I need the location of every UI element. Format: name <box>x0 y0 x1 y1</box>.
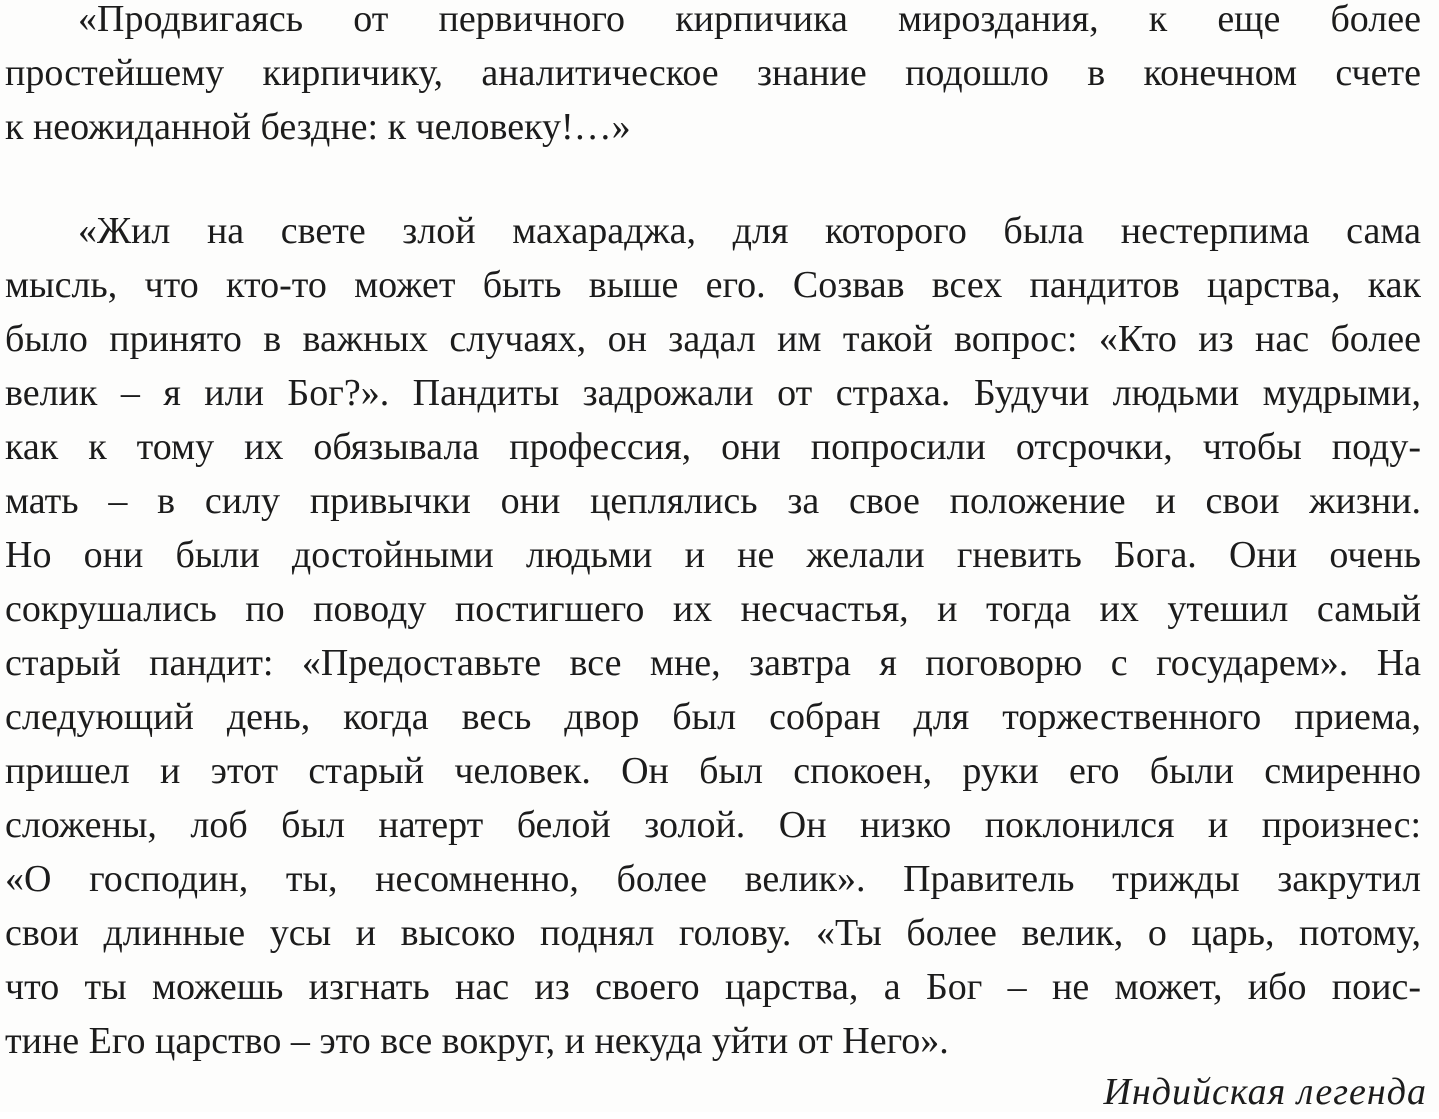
quote-line-1: «Продвигаясь от первичного кирпичика мироздания, к еще более <box>78 0 1421 40</box>
legend-line-10: следующий день, когда весь двор был собран для торжественного приема, <box>5 696 1421 738</box>
legend-line-4: велик – я или Бог?». Пандиты задрожали от страха. Будучи людьми мудрыми, <box>5 372 1421 414</box>
legend-line-8: сокрушались по поводу постигшего их несчастья, и тогда их утешил самый <box>5 588 1421 630</box>
legend-paragraph <box>5 204 1421 1068</box>
legend-line-16: тине Его царство – это все вокруг, и некуда уйти от Него». <box>5 1020 949 1062</box>
legend-line-11: пришел и этот старый человек. Он был спокоен, руки его были смиренно <box>5 750 1421 792</box>
legend-line-2: мысль, что кто-то может быть выше его. Созвав всех пандитов царства, как <box>5 264 1421 306</box>
quote-line-2: простейшему кирпичику, аналитическое знание подошло в конечном счете <box>5 52 1421 94</box>
legend-line-1: «Жил на свете злой махараджа, для которого была нестерпима сама <box>78 210 1421 252</box>
quote-line-3: к неожиданной бездне: к человеку!…» <box>5 106 631 148</box>
legend-line-6: мать – в силу привычки они цеплялись за свое положение и свои жизни. <box>5 480 1421 522</box>
legend-line-14: свои длинные усы и высоко поднял голову. «Ты более велик, о царь, потому, <box>5 912 1421 954</box>
legend-attribution: Индийская легенда <box>1103 1071 1427 1113</box>
legend-line-5: как к тому их обязывала профессия, они попросили отсрочки, чтобы поду- <box>5 426 1421 468</box>
legend-line-7: Но они были достойными людьми и не желали гневить Бога. Они очень <box>5 534 1421 576</box>
legend-line-12: сложены, лоб был натерт белой золой. Он низко поклонился и произнес: <box>5 804 1421 846</box>
legend-line-3: было принято в важных случаях, он задал им такой вопрос: «Кто из нас более <box>5 318 1421 360</box>
legend-line-13: «О господин, ты, несомненно, более велик». Правитель трижды закрутил <box>5 858 1421 900</box>
legend-line-15: что ты можешь изгнать нас из своего царства, а Бог – не может, ибо поис- <box>5 966 1421 1008</box>
legend-line-9: старый пандит: «Предоставьте все мне, завтра я поговорю с государем». На <box>5 642 1421 684</box>
opening-quote-paragraph <box>5 0 1421 154</box>
